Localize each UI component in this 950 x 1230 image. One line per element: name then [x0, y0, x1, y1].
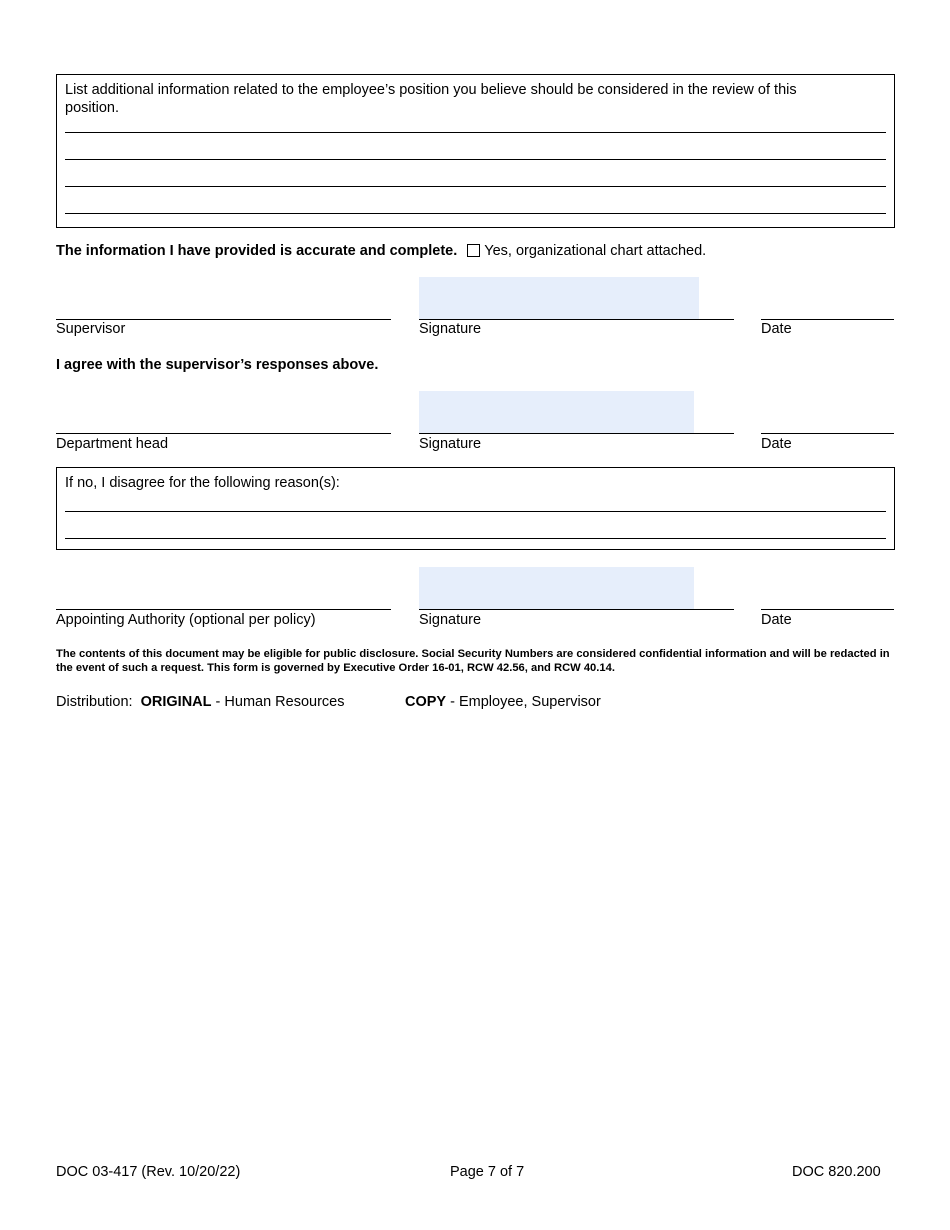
additional-info-box — [56, 74, 895, 228]
additional-info-line-4[interactable] — [65, 213, 886, 214]
disagree-prompt: If no, I disagree for the following reason(s): — [65, 475, 340, 491]
certification-statement: The information I have provided is accurate and complete. — [56, 243, 458, 259]
department-signature-line — [419, 433, 734, 434]
department-date-label: Date — [761, 436, 792, 452]
department-signature-field[interactable] — [419, 391, 694, 433]
additional-info-line-2[interactable] — [65, 159, 886, 160]
additional-info-prompt: List additional information related to the employee’s position you believe should be considered in the review of this position. — [65, 82, 797, 116]
distribution-copy-label: COPY — [405, 694, 447, 710]
distribution-prefix: Distribution: — [56, 694, 133, 710]
supervisor-signature-label: Signature — [419, 321, 482, 337]
distribution-copy — [405, 693, 601, 711]
org-chart-checkbox[interactable] — [467, 244, 480, 257]
distribution-original-dest: - Human Resources — [215, 694, 345, 710]
disclosure-notice: The contents of this document may be eligible for public disclosure. Social Security Numbers are considered confidential information and will be redacted in the event of such a request. This form is governed by Executive Order 16-01, RCW 42.56, and RCW 40.14. — [56, 648, 890, 674]
disagree-box — [56, 467, 895, 550]
additional-info-line-3[interactable] — [65, 186, 886, 187]
authority-signature-label: Signature — [419, 612, 482, 628]
department-name-line[interactable] — [56, 433, 391, 434]
additional-info-line-1[interactable] — [65, 132, 886, 133]
footer-form-number: DOC 03-417 (Rev. 10/20/22) — [56, 1164, 241, 1180]
department-head-label: Department head — [56, 436, 169, 452]
certification-row — [56, 242, 706, 260]
authority-name-line[interactable] — [56, 609, 391, 610]
agreement-statement: I agree with the supervisor’s responses above. — [56, 357, 379, 373]
supervisor-date-label: Date — [761, 321, 792, 337]
department-signature-label: Signature — [419, 436, 482, 452]
org-chart-checkbox-label: Yes, organizational chart attached. — [484, 243, 707, 259]
footer-policy-number: DOC 820.200 — [792, 1164, 881, 1180]
supervisor-signature-field[interactable] — [419, 277, 699, 319]
appointing-authority-label: Appointing Authority (optional per policy) — [56, 612, 316, 628]
distribution-original-label: ORIGINAL — [140, 694, 212, 710]
distribution-line — [56, 693, 344, 711]
authority-date-line[interactable] — [761, 609, 894, 610]
distribution-copy-dest: - Employee, Supervisor — [450, 694, 601, 710]
authority-signature-field[interactable] — [419, 567, 694, 609]
footer-page-number: Page 7 of 7 — [450, 1164, 525, 1180]
disagree-line-1[interactable] — [65, 511, 886, 512]
authority-signature-line — [419, 609, 734, 610]
authority-date-label: Date — [761, 612, 792, 628]
disagree-line-2[interactable] — [65, 538, 886, 539]
supervisor-label: Supervisor — [56, 321, 126, 337]
department-date-line[interactable] — [761, 433, 894, 434]
